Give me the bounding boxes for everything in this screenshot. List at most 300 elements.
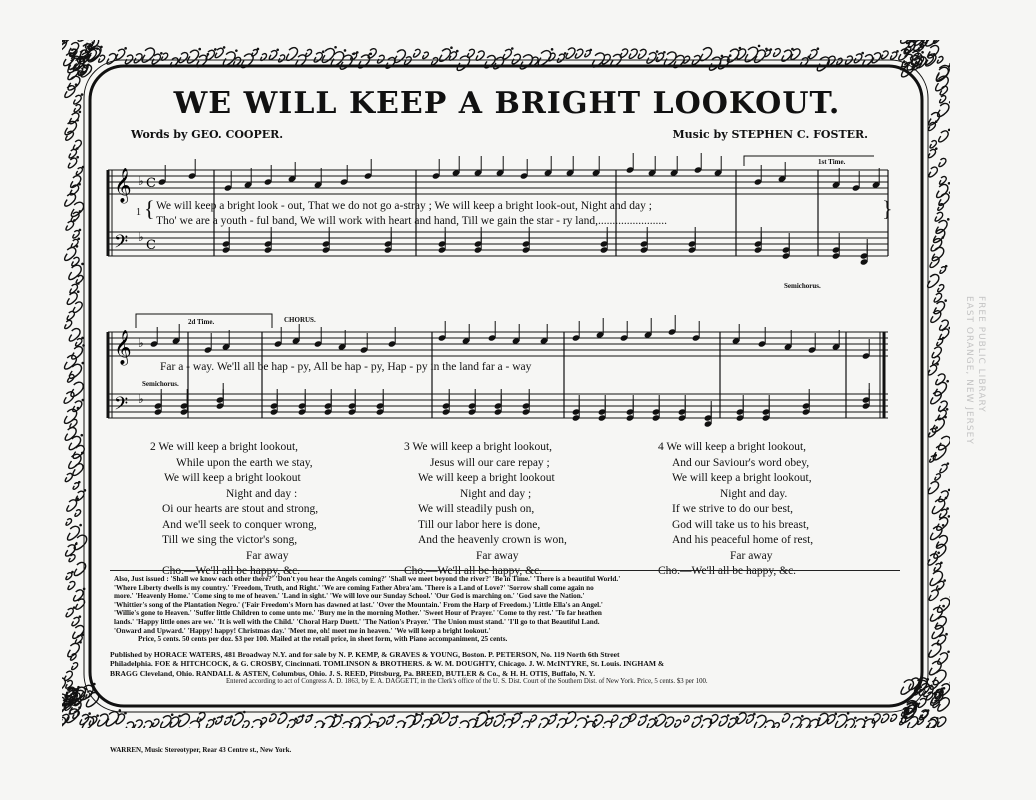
scroll-ornament: [647, 719, 655, 728]
scroll-ornament: [818, 713, 828, 725]
scroll-ornament: [62, 678, 65, 693]
ornament-dot: [487, 710, 490, 713]
ornament-dot: [79, 111, 82, 114]
ornament-dot: [302, 714, 305, 717]
scroll-ornament: [531, 715, 537, 722]
ornament-dot: [645, 714, 648, 717]
scroll-ornament: [934, 544, 946, 558]
scroll-ornament: [67, 293, 77, 305]
scroll-ornament: [476, 51, 484, 60]
scroll-ornament: [162, 53, 168, 60]
chorus-label: CHORUS.: [284, 316, 316, 324]
scroll-ornament: [62, 717, 65, 728]
verse1-lyric-line2: Tho' we are a youth - ful band, We will work with heart and hand, Till we gain the star - ry land,........................: [156, 215, 667, 227]
scroll-ornament: [940, 267, 946, 274]
scroll-ornament: [314, 721, 323, 728]
ornament-dot: [491, 716, 494, 719]
scroll-ornament: [225, 717, 231, 724]
verse-line: While upon the earth we stay,: [176, 456, 313, 469]
ornament-dot: [753, 713, 756, 716]
ornament-dot: [503, 713, 506, 716]
ornament-dot: [926, 678, 929, 681]
scroll-ornament: [602, 721, 612, 728]
also-issued-notice: [114, 575, 904, 644]
scroll-ornament: [197, 712, 205, 721]
scroll-ornament: [65, 320, 72, 328]
scroll-ornament: [187, 50, 198, 63]
ornament-dot: [257, 48, 260, 51]
scroll-ornament: [494, 715, 504, 726]
scroll-ornament: [872, 714, 880, 723]
ornament-dot: [243, 711, 246, 714]
scroll-ornament: [602, 54, 610, 64]
ornament-dot: [124, 47, 127, 50]
ornament-dot: [370, 713, 373, 716]
ornament-dot: [948, 182, 950, 185]
scroll-ornament: [557, 54, 564, 62]
scroll-ornament: [386, 716, 393, 724]
scroll-ornament: [935, 474, 941, 480]
verse-line: Till our labor here is done,: [418, 518, 541, 531]
ornament-dot: [81, 337, 84, 340]
scroll-ornament: [773, 49, 780, 57]
scroll-ornament: [791, 717, 802, 728]
scroll-ornament: [395, 50, 406, 63]
clef-symbol: ♭: [138, 392, 144, 406]
ornament-dot: [456, 50, 459, 53]
verse-brace-right: }: [882, 196, 893, 221]
scroll-ornament: [287, 48, 298, 61]
scroll-ornament: [314, 53, 322, 63]
ornament-dot: [947, 218, 950, 221]
ornament-dot: [295, 717, 298, 720]
stamp-line-1: FREE PUBLIC LIBRARY: [976, 296, 986, 413]
scroll-ornament: [65, 428, 76, 441]
scroll-ornament: [928, 365, 937, 375]
sheet-content: [96, 70, 918, 704]
scroll-ornament: [64, 392, 74, 404]
scroll-ornament: [71, 654, 77, 660]
scroll-ornament: [125, 722, 134, 728]
scroll-ornament: [404, 57, 411, 65]
scroll-ornament: [548, 715, 555, 723]
ornament-dot: [79, 524, 82, 527]
clef-symbol: ♭: [138, 336, 144, 350]
ornament-dot: [948, 515, 950, 518]
chorus-lyric: Far a - way. We'll all be hap - py, All be hap - py, Hap - py in the land far a - way: [160, 361, 532, 373]
scroll-ornament: [675, 720, 681, 727]
scroll-ornament: [629, 49, 637, 58]
scroll-ornament: [73, 464, 83, 476]
scroll-ornament: [216, 717, 222, 724]
scroll-ornament: [74, 95, 82, 104]
ornament-dot: [947, 462, 950, 465]
scroll-ornament: [930, 456, 936, 462]
scroll-ornament: [134, 54, 142, 63]
stamp-line-2: EAST ORANGE, NEW JERSEY: [964, 296, 974, 445]
ornament-dot: [356, 51, 359, 54]
ornament-dot: [940, 690, 943, 693]
scroll-ornament: [134, 720, 142, 728]
scroll-ornament: [575, 49, 583, 58]
scroll-ornament: [65, 86, 75, 98]
verse-line: Oi our hearts are stout and strong,: [162, 503, 319, 515]
scroll-ornament: [782, 714, 789, 723]
ornament-dot: [119, 709, 122, 712]
scroll-ornament: [423, 52, 429, 59]
ornament-dot: [393, 714, 396, 717]
scroll-ornament: [261, 54, 267, 61]
verse-line: 2 We will keep a bright lookout,: [150, 441, 299, 453]
scroll-ornament: [269, 714, 276, 722]
ornament-dot: [511, 47, 514, 50]
verse-line: And we'll seek to conquer wrong,: [162, 518, 317, 531]
ornament-dot: [935, 426, 938, 429]
ornament-dot: [124, 712, 127, 715]
ornament-dot: [948, 489, 950, 492]
verse-line: Night and day :: [226, 487, 298, 500]
ornament-dot: [476, 717, 479, 720]
scroll-ornament: [206, 720, 213, 728]
ornament-dot: [946, 507, 949, 510]
scroll-ornament: [638, 49, 646, 58]
ornament-dot: [945, 265, 948, 268]
verse-line: We will keep a bright lookout: [164, 472, 301, 484]
ornament-dot: [948, 129, 950, 132]
ornament-dot: [77, 290, 80, 293]
ornament-dot: [75, 543, 78, 546]
scroll-ornament: [69, 265, 81, 279]
ornament-dot: [450, 46, 453, 49]
ornament-dot: [79, 229, 82, 232]
scroll-ornament: [278, 713, 287, 723]
verse-line: 4 We will keep a bright lookout,: [658, 441, 807, 453]
verse-line: 3 We will keep a bright lookout,: [404, 441, 553, 453]
ornament-dot: [727, 714, 730, 717]
ornament-dot: [341, 714, 344, 717]
ornament-dot: [334, 46, 337, 49]
publisher-line: Philadelphia. FOE & HITCHCOCK, & G. CROSBY, Cincinnati. TOMLINSON & BROTHERS. & W. M. DOUGHTY, Chicago. J. W. McINTYRE, St. Louis. INGHAM &: [110, 659, 665, 669]
ornament-dot: [160, 52, 163, 55]
ornament-dot: [81, 452, 84, 455]
ornament-dot: [933, 53, 936, 56]
verse-line: Cho.—We'll all be happy, &c.: [404, 565, 543, 577]
scroll-ornament: [891, 714, 897, 721]
ornament-dot: [700, 715, 703, 718]
lyricist-credit: Words by GEO. COOPER.: [131, 128, 284, 141]
scroll-ornament: [69, 149, 76, 158]
clef-symbol: 𝄞: [114, 330, 132, 365]
ornament-dot: [76, 156, 79, 159]
scroll-ornament: [539, 718, 548, 728]
verse-line: If we strive to do our best,: [672, 503, 794, 515]
ornament-dot: [78, 481, 81, 484]
scroll-ornament: [503, 719, 512, 728]
scroll-ornament: [719, 716, 727, 726]
scroll-ornament: [125, 55, 133, 64]
verse-brace: {: [144, 196, 155, 221]
scroll-ornament: [692, 717, 701, 727]
verse-line: And the heavenly crown is won,: [418, 534, 567, 546]
scroll-ornament: [665, 717, 674, 727]
scroll-ornament: [116, 49, 125, 59]
ornament-dot: [942, 337, 945, 340]
scroll-ornament: [928, 274, 939, 287]
scroll-ornament: [929, 590, 938, 600]
scroll-ornament: [566, 48, 575, 58]
verse-3: [404, 440, 644, 580]
notice-line: 'Willie's gone to Heaven.' 'Suffer little Children to come unto me.' 'Bury me in the morning Mother.' 'Sweet Hour of Prayer.' 'Come to thy rest.' 'To far heathen: [114, 609, 602, 618]
ornament-dot: [79, 210, 82, 213]
scroll-ornament: [557, 719, 566, 728]
verse-line: We will steadily push on,: [418, 503, 535, 515]
ornament-dot: [590, 49, 593, 52]
clef-symbol: ♭: [138, 174, 144, 188]
scroll-ornament: [287, 720, 295, 728]
ornament-dot: [83, 588, 86, 591]
scroll-ornament: [153, 719, 159, 727]
ornament-dot: [77, 282, 80, 285]
ornament-dot: [81, 263, 84, 266]
scroll-ornament: [68, 643, 80, 656]
scroll-ornament: [279, 55, 285, 62]
scroll-ornament: [837, 58, 842, 64]
scroll-ornament: [467, 49, 474, 57]
scroll-ornament: [929, 167, 938, 177]
scroll-ornament: [65, 473, 72, 481]
verse-line: Far away: [246, 549, 289, 562]
scroll-ornament: [78, 40, 89, 41]
ornament-dot: [322, 50, 325, 53]
verse-line: Night and day.: [720, 487, 788, 500]
scroll-ornament: [413, 49, 420, 57]
ornament-dot: [801, 715, 804, 718]
ornament-dot: [663, 51, 666, 54]
scroll-ornament: [754, 715, 766, 728]
ornament-dot: [311, 714, 314, 717]
ornament-dot: [942, 605, 945, 608]
scroll-ornament: [939, 436, 950, 450]
ornament-dot: [940, 562, 943, 565]
scroll-ornament: [71, 202, 83, 216]
clef-symbol: 𝄢: [114, 394, 129, 419]
verse-line: And his peaceful home of rest,: [672, 534, 814, 546]
ornament-dot: [921, 51, 924, 54]
scroll-ornament: [928, 149, 935, 157]
ornament-dot: [944, 299, 947, 302]
scroll-ornament: [66, 608, 73, 616]
scroll-ornament: [933, 229, 944, 242]
song-title: WE WILL KEEP A BRIGHT LOOKOUT.: [173, 86, 841, 121]
ornament-dot: [221, 715, 224, 718]
scroll-ornament: [938, 285, 944, 292]
verse-line: Till we sing the victor's song,: [162, 534, 298, 546]
scroll-ornament: [75, 510, 81, 517]
scroll-ornament: [918, 698, 926, 707]
ornament-dot: [76, 147, 79, 150]
scroll-ornament: [68, 158, 76, 168]
scroll-ornament: [934, 293, 942, 302]
divider-rule: [110, 570, 900, 571]
scroll-ornament: [72, 617, 79, 625]
scroll-ornament: [432, 58, 438, 65]
scroll-ornament: [620, 717, 629, 728]
ornament-dot: [214, 48, 217, 51]
notice-line: 'Onward and Upward.' 'Happy! happy! Christmas day.' 'Meet me, oh! meet me in heaven.' 'We will keep a bright lookout.': [114, 626, 491, 635]
ornament-dot: [817, 47, 820, 50]
ornament-dot: [344, 49, 347, 52]
scroll-ornament: [297, 716, 303, 723]
copyright-notice: Entered according to act of Congress A. D. 1863, by E. A. DAGGETT, in the Clerk's office of the U. S. Dist. Court of the Southern Dist. of New York. Price, 5 cents. $3 per 100.: [226, 678, 708, 685]
scroll-ornament: [143, 721, 152, 728]
clef-symbol: 𝄢: [114, 232, 129, 257]
ornament-dot: [81, 399, 84, 402]
ornament-dot: [88, 712, 91, 715]
scroll-ornament: [737, 713, 746, 724]
publisher-line: Published by HORACE WATERS, 481 Broadway N.Y. and for sale by N. P. KEMP, & GRAVES & YOUNG, Boston. P. PETERSON, No. 119 North 6th Street: [110, 650, 620, 659]
scroll-ornament: [73, 302, 82, 313]
scroll-ornament: [71, 176, 81, 188]
scroll-ornament: [612, 715, 618, 722]
ornament-dot: [736, 716, 739, 719]
scroll-ornament: [937, 57, 943, 64]
scroll-ornament: [934, 563, 941, 571]
scroll-ornament: [566, 712, 576, 724]
scroll-ornament: [930, 571, 942, 585]
verse-4: [658, 440, 898, 580]
scroll-ornament: [269, 51, 277, 60]
scroll-ornament: [512, 54, 520, 64]
ornament-dot: [73, 606, 76, 609]
scroll-ornament: [593, 715, 603, 727]
scroll-ornament: [457, 56, 469, 70]
scroll-ornament: [99, 55, 105, 62]
ornament-dot: [587, 715, 590, 718]
scroll-ornament: [65, 355, 77, 369]
ornament-dot: [865, 716, 868, 719]
ornament-dot: [82, 166, 85, 169]
scroll-ornament: [66, 221, 74, 230]
scroll-ornament: [930, 607, 942, 621]
ornament-dot: [80, 434, 83, 437]
verse-line: Jesus will our care repay ;: [430, 456, 550, 469]
ornament-dot: [96, 47, 99, 50]
scroll-ornament: [928, 482, 938, 494]
ornament-dot: [942, 236, 945, 239]
ornament-dot: [555, 713, 558, 716]
verse-line: We will keep a bright lookout: [418, 472, 555, 484]
scroll-ornament: [940, 176, 947, 184]
scroll-ornament: [431, 714, 439, 724]
ornament-dot: [758, 45, 761, 48]
ornament-dot: [564, 52, 567, 55]
ornament-dot: [77, 237, 80, 240]
notice-line: Price, 5 cents. 50 cents per doz. $3 per 100. Mailed at the retail price, in sheet form, with Piano accompaniment, 25 cents.: [138, 635, 508, 644]
ornament-dot: [81, 362, 84, 365]
scroll-ornament: [68, 581, 75, 589]
library-stamp: [960, 296, 990, 456]
scroll-ornament: [64, 671, 72, 680]
ornament-dot: [86, 66, 89, 69]
scroll-ornament: [930, 661, 942, 675]
scroll-ornament: [928, 554, 938, 565]
scroll-ornament: [932, 418, 944, 432]
ornament-dot: [938, 588, 941, 591]
verse-line: Far away: [730, 549, 773, 562]
notice-line: Also, Just issued : 'Shall we know each other there?' 'Don't you hear the Angels coming?' 'Shall we meet beyond the river?' 'Be in Time.' 'There is a beautiful World.': [114, 575, 621, 583]
scroll-ornament: [66, 519, 72, 525]
scroll-ornament: [853, 719, 865, 728]
verse1-lyric-line1: We will keep a bright look - out, That we do not go a-stray ; We will keep a bright look-out, Night and day ;: [156, 200, 652, 212]
ornament-dot: [276, 48, 279, 51]
scroll-ornament: [179, 53, 188, 63]
ornament-dot: [96, 714, 99, 717]
ornament-dot: [834, 713, 837, 716]
ornament-dot: [85, 688, 88, 691]
ornament-dot: [935, 120, 938, 123]
ornament-dot: [78, 183, 81, 186]
publisher-info: [110, 650, 904, 678]
ornament-dot: [937, 552, 940, 555]
scroll-ornament: [939, 131, 949, 142]
music-notation: [96, 70, 918, 440]
scroll-ornament: [700, 48, 711, 61]
scroll-ornament: [939, 158, 946, 166]
scroll-ornament: [73, 483, 79, 490]
ornament-dot: [84, 55, 87, 58]
scroll-ornament: [521, 721, 530, 728]
scroll-ornament: [656, 714, 666, 726]
notice-line: 'Where Liberty dwells is my country.' 'Freedom, Truth, and Right.' 'We are coming Father Abra'am. 'There is a Land of Love?' 'Sorrow shall come again no: [114, 583, 594, 592]
ornament-dot: [76, 497, 79, 500]
scroll-ornament: [116, 714, 125, 724]
ornament-dot: [943, 579, 946, 582]
scroll-ornament: [938, 717, 946, 727]
scroll-ornament: [574, 718, 587, 728]
scroll-ornament: [774, 723, 780, 728]
ornament-dot: [948, 327, 950, 330]
ornament-dot: [656, 50, 659, 53]
ornament-dot: [854, 717, 857, 720]
ornament-dot: [76, 119, 79, 122]
ornament-dot: [947, 650, 950, 653]
scroll-ornament: [940, 464, 947, 472]
ornament-dot: [949, 191, 950, 194]
ornament-dot: [79, 615, 82, 618]
scroll-ornament: [76, 339, 82, 346]
verse-line: God will take us to his breast,: [672, 518, 810, 531]
scroll-ornament: [503, 49, 511, 59]
verse-line: We will keep a bright lookout,: [672, 472, 812, 484]
second-ending-label: 2d Time.: [188, 318, 215, 326]
ornament-dot: [943, 687, 946, 690]
ornament-dot: [223, 46, 226, 49]
scroll-ornament: [891, 52, 897, 59]
ornament-dot: [76, 245, 79, 248]
scroll-ornament: [854, 54, 862, 63]
ornament-dot: [75, 83, 78, 86]
notice-line: more.' 'Heavenly Home.' 'Come sing to me of heaven.' 'Land in sight.' 'We will love our Sunday School.' 'Our God is marching on.' 'God save the Nation.': [114, 592, 585, 601]
publisher-line: BRAGG Cleveland, Ohio. RANDALL & ASTEN, Columbus, Ohio. J. S. REED, Pittsburg, Pa. BREED, BUTLER & Co., & H. H. OTIS, Buffalo, N. Y.: [110, 668, 596, 678]
scroll-ornament: [242, 721, 249, 728]
notice-line: 'Whittier's song of the Plantation Negro.' ('Fair Freedom's Morn has dawned at last.' 'Over the Mountain.' From the Harp of Freedom.) 'Little Ella's an Angel.': [114, 600, 603, 609]
scroll-ornament: [66, 573, 72, 580]
scroll-ornament: [932, 247, 944, 260]
scroll-ornament: [72, 347, 83, 359]
ornament-dot: [213, 718, 216, 721]
scroll-ornament: [585, 50, 591, 56]
ornament-dot: [520, 711, 523, 714]
